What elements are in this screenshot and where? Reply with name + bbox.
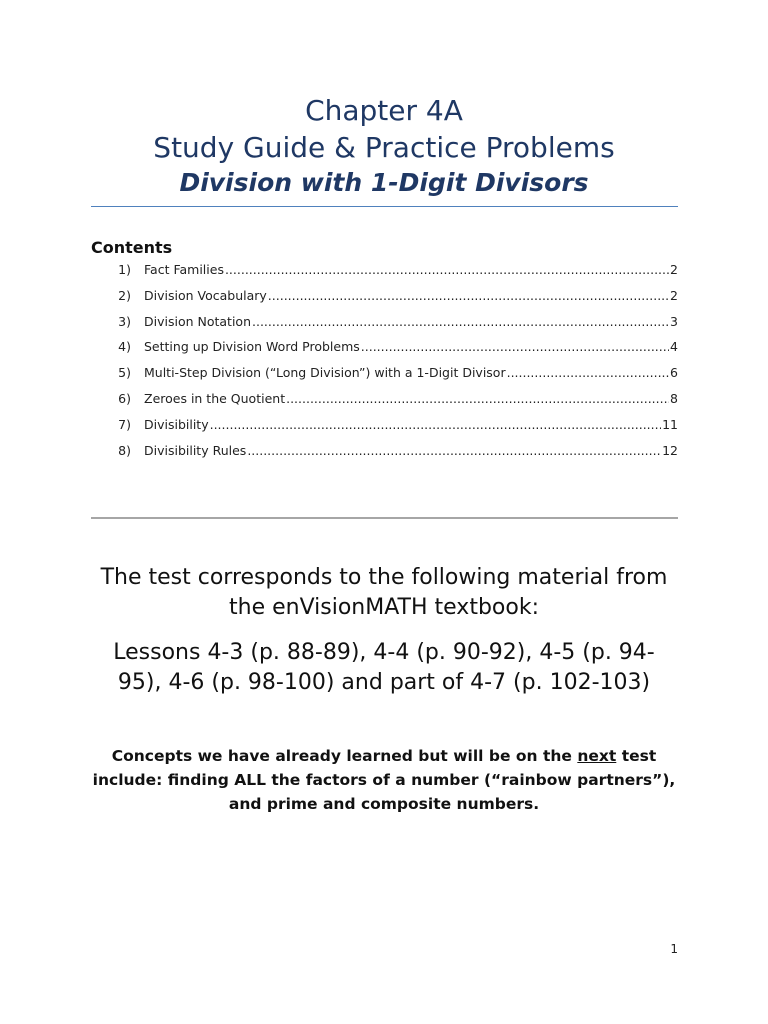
toc-entry-label: Setting up Division Word Problems	[144, 339, 360, 355]
toc-entry-number: 5)	[118, 365, 131, 381]
title-divider	[91, 206, 678, 207]
toc-entry[interactable]	[91, 339, 678, 365]
study-guide-title: Study Guide & Practice Problems	[153, 131, 615, 164]
toc-leader-dots	[268, 288, 669, 303]
toc-entry-page: 6	[670, 365, 678, 381]
concepts-text: Concepts we have already learned but will be on the	[111, 747, 578, 765]
toc-entry-page: 8	[670, 390, 678, 406]
toc-entry-number: 1)	[118, 262, 131, 277]
toc-entry-number: 3)	[118, 313, 131, 329]
toc-entry-number: 6)	[118, 390, 131, 406]
toc-leader-dots	[286, 391, 669, 406]
toc-entry-page: 2	[670, 287, 678, 303]
toc-list	[91, 262, 678, 468]
concepts-text: test	[616, 747, 657, 765]
toc-entry-page: 12	[662, 442, 678, 458]
toc-entry[interactable]	[91, 391, 678, 417]
toc-entry-page: 2	[670, 262, 678, 277]
toc-entry-number: 7)	[118, 416, 131, 432]
lessons-list	[80, 638, 688, 698]
page-number: 1	[670, 942, 678, 956]
toc-leader-dots	[247, 443, 661, 458]
toc-entry-label: Zeroes in the Quotient	[144, 390, 286, 406]
toc-entry[interactable]	[91, 314, 678, 340]
toc-entry-number: 2)	[118, 287, 131, 303]
toc-entry-page: 4	[670, 339, 678, 355]
toc-entry-number: 4)	[118, 339, 131, 355]
toc-entry-label: Divisibility Rules	[144, 442, 247, 458]
toc-entry-label: Fact Families	[144, 262, 224, 277]
concepts-line: include: finding ALL the factors of a number (“rainbow partners”),	[92, 771, 676, 789]
toc-leader-dots	[361, 339, 669, 354]
toc-entry-label: Division Notation	[144, 313, 252, 329]
toc-leader-dots	[252, 314, 669, 329]
title-block	[0, 92, 768, 200]
toc-leader-dots	[507, 365, 669, 380]
concepts-line	[84, 744, 684, 768]
lessons-line: 95), 4-6 (p. 98-100) and part of 4-7 (p. 102-103)	[117, 670, 651, 695]
toc-entry-label: Division Vocabulary	[144, 287, 267, 303]
test-material-line: the enVisionMATH textbook:	[229, 595, 539, 620]
toc-entry[interactable]	[91, 443, 678, 469]
concepts-line: and prime and composite numbers.	[228, 795, 540, 813]
table-of-contents	[91, 238, 678, 468]
toc-entry[interactable]	[91, 288, 678, 314]
toc-entry[interactable]	[91, 262, 678, 288]
prior-concepts-note	[84, 744, 684, 816]
contents-heading: Contents	[91, 238, 173, 257]
test-material-statement	[80, 563, 688, 623]
toc-entry-label: Divisibility	[144, 416, 209, 432]
toc-leader-dots	[210, 417, 661, 432]
toc-entry-page: 11	[662, 416, 678, 432]
chapter-title: Chapter 4A	[305, 94, 463, 127]
lessons-line: Lessons 4-3 (p. 88-89), 4-4 (p. 90-92), 4-5 (p. 94-	[113, 640, 655, 665]
section-divider	[91, 517, 678, 519]
topic-subtitle: Division with 1-Digit Divisors	[179, 168, 589, 197]
toc-entry[interactable]	[91, 417, 678, 443]
next-emphasis: next	[577, 747, 617, 765]
test-material-line: The test corresponds to the following material from	[100, 565, 668, 590]
toc-leader-dots	[225, 262, 669, 277]
toc-entry[interactable]	[91, 365, 678, 391]
toc-entry-page: 3	[670, 313, 678, 329]
toc-entry-label: Multi-Step Division (“Long Division”) with a 1-Digit Divisor	[144, 365, 506, 381]
toc-entry-number: 8)	[118, 442, 131, 458]
